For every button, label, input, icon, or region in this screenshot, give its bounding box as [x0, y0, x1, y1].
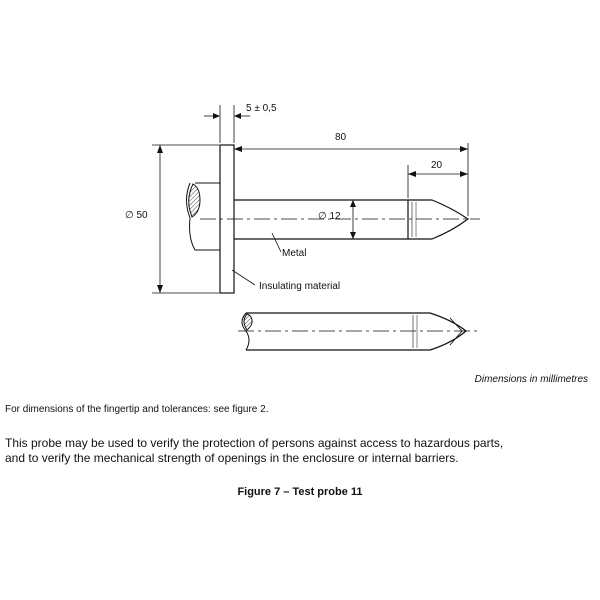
probe-description	[5, 436, 595, 466]
detail-shaft	[246, 313, 410, 350]
dim-shaft-diameter-label: ∅ 12	[318, 211, 341, 222]
metal-label: Metal	[282, 248, 307, 259]
handle-section-hatch	[189, 184, 200, 217]
dim-flange-diameter-label: ∅ 50	[125, 210, 148, 221]
dim-length-label: 80	[335, 132, 347, 143]
insulating-material-label: Insulating material	[259, 281, 341, 292]
fingertip-note: For dimensions of the fingertip and tolerances: see figure 2.	[5, 404, 269, 415]
detail-section-hatch	[244, 314, 252, 330]
description-line-2: and to verify the mechanical strength of openings in the enclosure or internal barriers.	[5, 451, 459, 465]
description-line-1: This probe may be used to verify the protection of persons against access to hazardous parts,	[5, 436, 504, 450]
probe-tip	[408, 200, 468, 239]
dim-tip-label: 20	[431, 160, 443, 171]
figure-caption: Figure 7 – Test probe 11	[237, 486, 363, 498]
dim-thickness-label: 5 ± 0,5	[246, 103, 277, 114]
detail-tip	[410, 313, 466, 350]
units-note: Dimensions in millimetres	[474, 374, 588, 385]
